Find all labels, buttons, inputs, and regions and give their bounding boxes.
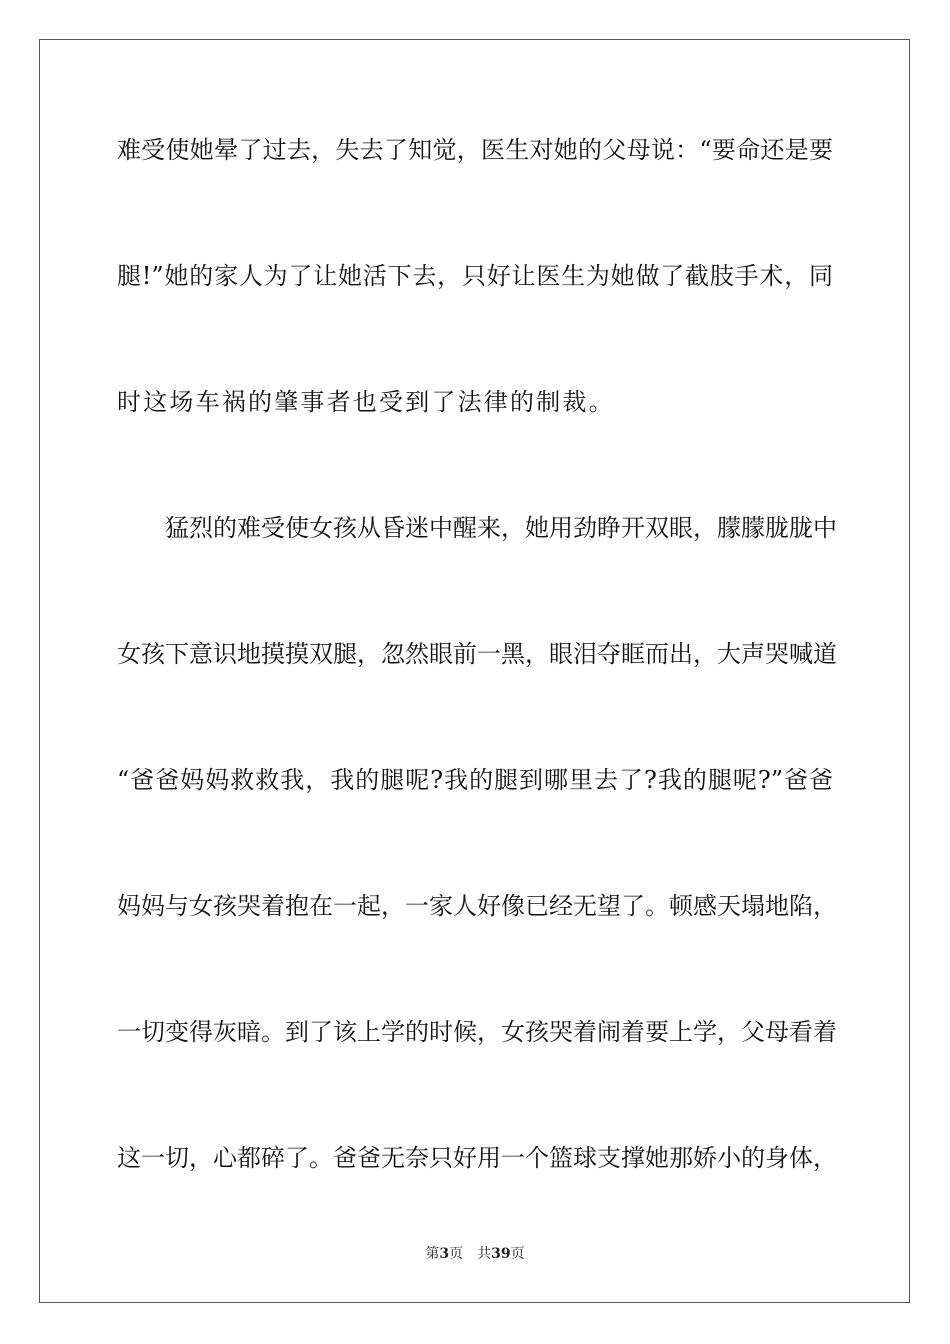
text-line-7: 妈妈与女孩哭着抱在一起，一家人好像已经无望了。顿感天塌地陷，: [117, 892, 837, 920]
page-prefix: 第: [425, 1246, 440, 1262]
text-line-2: 腿!”她的家人为了让她活下去，只好让医生为她做了截肢手术，同: [117, 262, 833, 290]
page-border: [39, 39, 910, 1303]
page-footer: [0, 1245, 950, 1263]
total-page-count: 39: [491, 1246, 511, 1262]
text-line-5: 女孩下意识地摸摸双腿，忽然眼前一黑，眼泪夺眶而出，大声哭喊道: [117, 640, 837, 668]
current-page-number: 3: [439, 1246, 450, 1262]
text-line-6: “爸爸妈妈救救我，我的腿呢?我的腿到哪里去了?我的腿呢?”爸爸: [117, 766, 833, 794]
text-line-8: 一切变得灰暗。到了该上学的时候，女孩哭着闹着要上学，父母看着: [117, 1018, 837, 1046]
paragraph-2-line-1: 猛烈的难受使女孩从昏迷中醒来，她用劲睁开双眼，朦朦胧胧中: [165, 514, 837, 542]
total-suffix: 页: [510, 1246, 525, 1262]
text-line-1: 难受使她晕了过去，失去了知觉，医生对她的父母说：“要命还是要: [117, 136, 833, 164]
text-line-9: 这一切，心都碎了。爸爸无奈只好用一个篮球支撑她那娇小的身体，: [117, 1144, 837, 1172]
total-prefix: 共: [477, 1246, 492, 1262]
text-line-3: 时这场车祸的肇事者也受到了法律的制裁。: [117, 388, 615, 416]
page-suffix: 页: [449, 1246, 464, 1262]
